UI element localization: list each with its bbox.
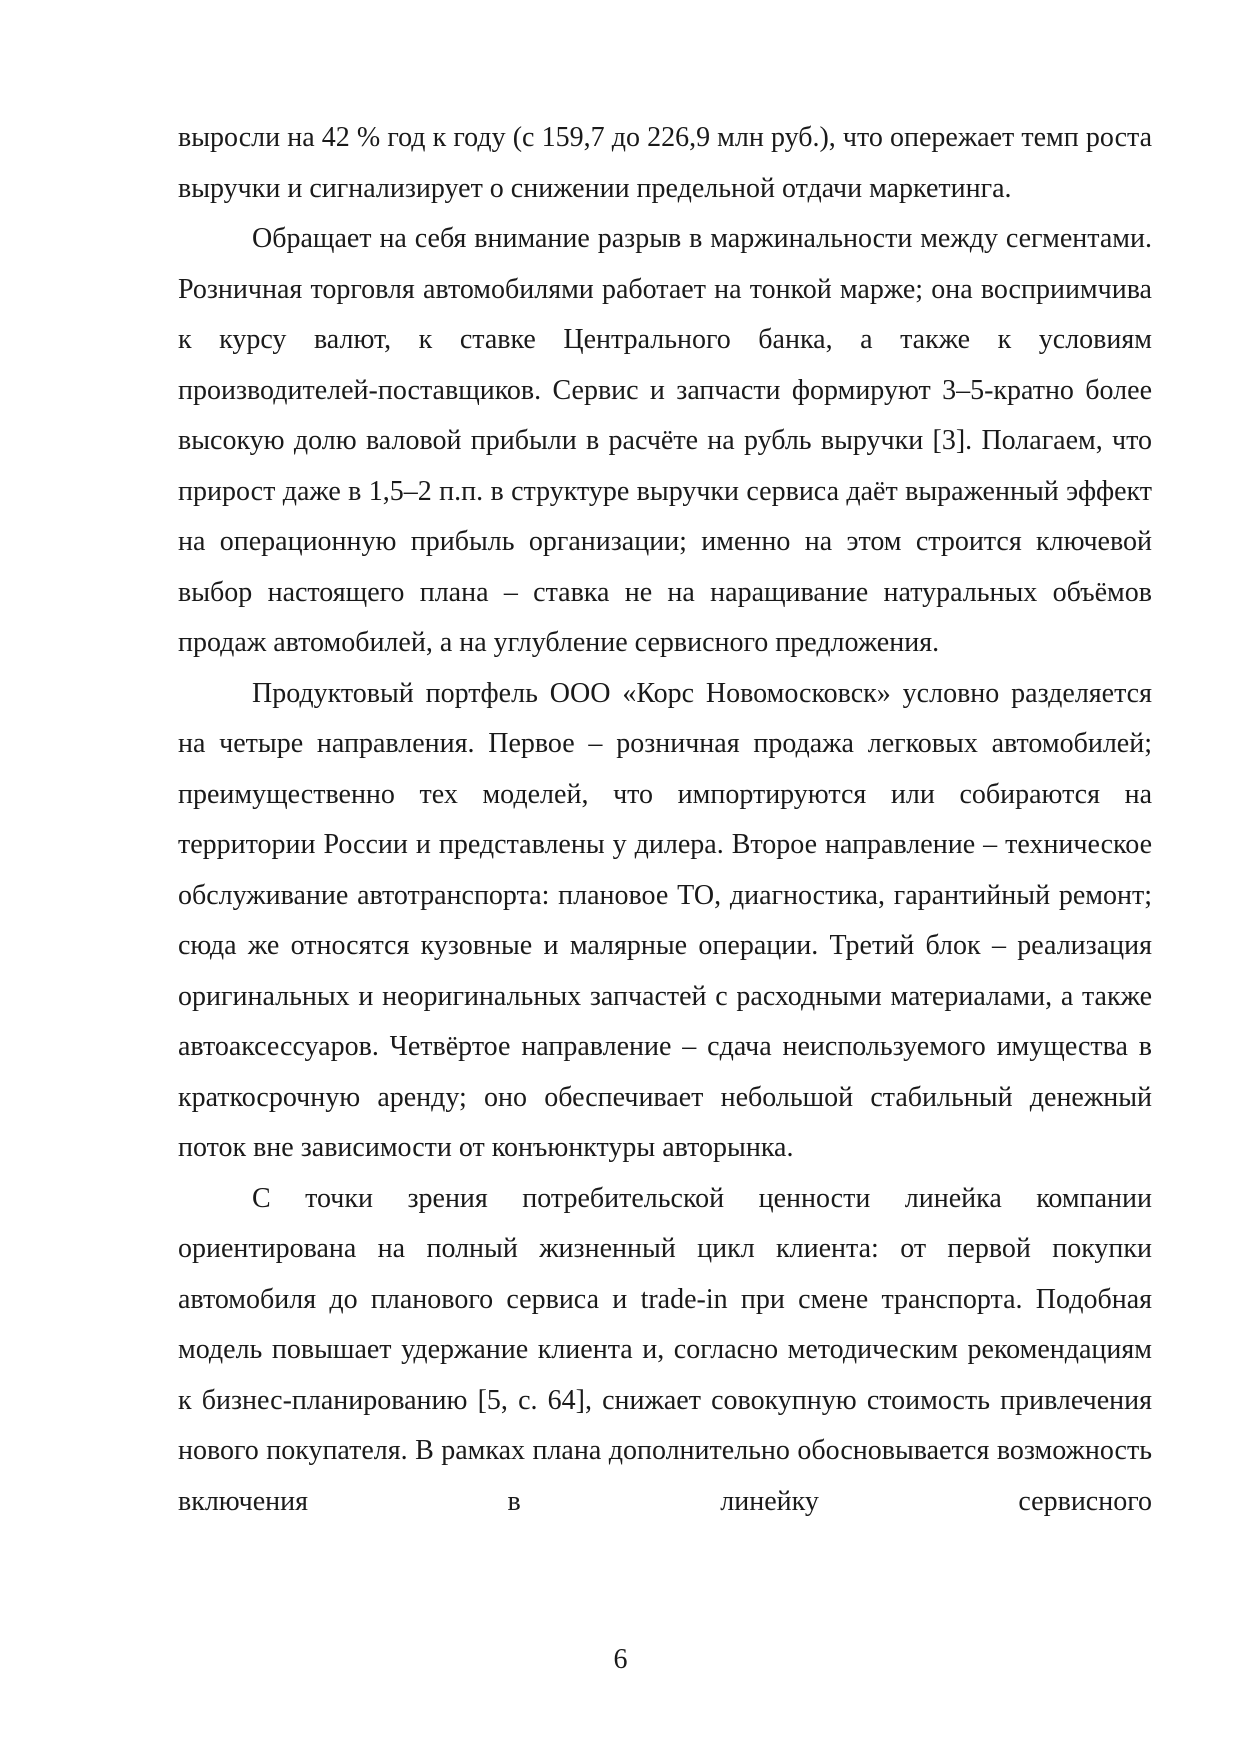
paragraph-1: выросли на 42 % год к году (с 159,7 до 226,9 млн руб.), что опережает темп роста выручки и сигнализирует о снижении предельной отдачи маркетинга. <box>178 122 1152 204</box>
paragraph-4: С точки зрения потребительской ценности линейка компании ориентирована на полный жизненный цикл клиента: от первой покупки автомобиля до планового сервиса и trade-in при смене транспорта. Подобная модель повышает удержание клиента и, согласно методическим рекомендациям к бизнес-планированию [5, с. 64], снижает совокупную стоимость привлечения нового покупателя. В рамках плана дополнительно обосновывается возможность включения в линейку сервисного <box>178 1182 1152 1517</box>
paragraph-2: Обращает на себя внимание разрыв в маржинальности между сегментами. Розничная торговля автомобилями работает на тонкой марже; она восприимчива к курсу валют, к ставке Центрального банка, а также к условиям производителей-поставщиков. Сервис и запчасти формируют 3–5-кратно более высокую долю валовой прибыли в расчёте на рубль выручки [3]. Полагаем, что прирост даже в 1,5–2 п.п. в структуре выручки сервиса даёт выраженный эффект на операционную прибыль организации; именно на этом строится ключевой выбор настоящего плана – ставка не на наращивание натуральных объёмов продаж автомобилей, а на углубление сервисного предложения. <box>178 223 1152 658</box>
paragraph-3: Продуктовый портфель ООО «Корс Новомосковск» условно разделяется на четыре направления. Первое – розничная продажа легковых автомобилей; преимущественно тех моделей, что импортируются или собираются на территории России и представлены у дилера. Второе направление – техническое обслуживание автотранспорта: плановое ТО, диагностика, гарантийный ремонт; сюда же относятся кузовные и малярные операции. Третий блок – реализация оригинальных и неоригинальных запчастей с расходными материалами, а также автоаксессуаров. Четвёртое направление – сдача неиспользуемого имущества в краткосрочную аренду; оно обеспечивает небольшой стабильный денежный поток вне зависимости от конъюнктуры авторынка. <box>178 677 1152 1163</box>
body-text <box>178 113 1152 1527</box>
page-number: 6 <box>613 1644 628 1675</box>
